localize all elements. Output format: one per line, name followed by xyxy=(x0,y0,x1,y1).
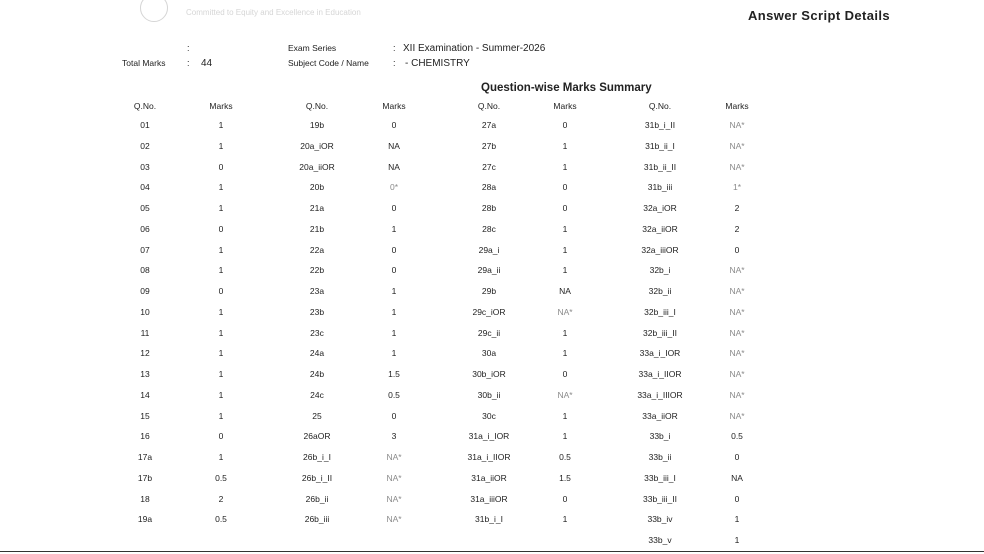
question-marks: 1.5 xyxy=(388,369,400,379)
question-marks: 0* xyxy=(389,182,399,193)
question-number: 31b_ii_I xyxy=(645,140,675,151)
question-marks: NA* xyxy=(557,306,573,317)
question-number: 33b_ii xyxy=(648,452,672,462)
question-number: 27c xyxy=(482,161,496,172)
question-marks: 1 xyxy=(218,452,224,462)
question-marks: 2 xyxy=(734,223,740,234)
question-marks: 1 xyxy=(562,514,568,525)
question-marks: 1 xyxy=(562,348,568,359)
question-marks: 2 xyxy=(218,493,224,504)
question-number: 33b_iv xyxy=(647,514,673,525)
question-marks: 0 xyxy=(218,161,224,172)
exam-series-value: XII Examination - Summer-2026 xyxy=(403,43,546,54)
question-number: 31a_i_IIOR xyxy=(467,452,511,462)
question-number: 32b_iii_II xyxy=(642,327,678,338)
question-number: 33a_i_IIIOR xyxy=(637,389,683,400)
question-number: 15 xyxy=(140,410,150,421)
question-number: 33b_iii_I xyxy=(644,472,676,483)
question-number: 10 xyxy=(140,306,150,317)
question-marks: 0 xyxy=(562,203,568,213)
question-number: 04 xyxy=(140,182,150,193)
question-marks: 0 xyxy=(562,182,568,193)
question-number: 29c_iOR xyxy=(472,306,506,317)
question-marks: NA xyxy=(559,286,571,296)
question-number: 16 xyxy=(140,431,150,442)
question-marks: 0 xyxy=(391,203,397,213)
summary-title: Question-wise Marks Summary xyxy=(481,82,652,94)
question-marks: 0 xyxy=(562,369,568,379)
question-number: 12 xyxy=(140,348,150,359)
question-number: 20a_iOR xyxy=(300,140,334,151)
question-number: 33b_iii_II xyxy=(642,493,678,504)
question-number: 29c_ii xyxy=(477,327,501,338)
question-marks: 1 xyxy=(562,265,568,276)
question-number: 33a_iiOR xyxy=(642,410,678,421)
question-number: 30b_ii xyxy=(477,389,501,400)
question-number: 30c xyxy=(482,410,496,421)
question-marks: 0 xyxy=(391,120,397,130)
question-marks: 1 xyxy=(218,306,224,317)
question-marks: 0.5 xyxy=(559,452,571,462)
question-number: 19b xyxy=(309,120,325,130)
question-number: 24a xyxy=(309,348,325,359)
question-number: 27b xyxy=(481,140,497,151)
question-marks: NA* xyxy=(386,472,402,483)
colon: : xyxy=(393,43,396,53)
question-marks: NA* xyxy=(729,306,745,317)
question-marks: NA* xyxy=(386,514,402,525)
question-marks: 1 xyxy=(218,327,224,338)
question-marks: 1 xyxy=(562,410,568,421)
question-number: 05 xyxy=(140,203,150,213)
question-marks: 0 xyxy=(391,244,397,255)
question-number: 18 xyxy=(140,493,150,504)
question-number: 21a xyxy=(309,203,325,213)
question-number: 23b xyxy=(309,306,325,317)
question-marks: 0 xyxy=(734,493,740,504)
question-marks: 0 xyxy=(734,244,740,255)
logo-text-line2: Committed to Equity and Excellence in Education xyxy=(186,8,361,17)
question-number: 17a xyxy=(137,452,153,462)
question-marks: 1 xyxy=(562,327,568,338)
question-number: 28a xyxy=(481,182,497,193)
marks-header: Marks xyxy=(553,101,577,111)
qno-header: Q.No. xyxy=(648,101,672,111)
qno-header: Q.No. xyxy=(305,101,329,111)
question-number: 32b_iii_I xyxy=(644,306,676,317)
question-marks: 0.5 xyxy=(731,431,743,442)
question-number: 20b xyxy=(309,182,325,193)
question-number: 30b_iOR xyxy=(472,369,506,379)
question-number: 23c xyxy=(310,327,324,338)
question-marks: 1 xyxy=(562,244,568,255)
question-marks: 1 xyxy=(218,244,224,255)
question-marks: NA* xyxy=(729,410,745,421)
colon: : xyxy=(187,58,190,68)
colon: : xyxy=(187,43,190,53)
question-number: 09 xyxy=(140,286,150,296)
question-number: 31b_i_I xyxy=(475,514,503,525)
question-number: 32b_i xyxy=(649,265,671,276)
question-number: 25 xyxy=(312,410,322,421)
question-number: 22b xyxy=(309,265,325,276)
question-marks: 0 xyxy=(391,410,397,421)
question-marks: 1 xyxy=(391,348,397,359)
question-marks: NA* xyxy=(729,265,745,276)
question-number: 29b xyxy=(481,286,497,296)
question-marks: 0 xyxy=(391,265,397,276)
question-marks: 1* xyxy=(732,182,742,193)
question-number: 13 xyxy=(140,369,150,379)
question-number: 21b xyxy=(309,223,325,234)
question-marks: 1.5 xyxy=(559,472,571,483)
question-marks: 1 xyxy=(734,535,740,545)
question-marks: NA xyxy=(388,140,400,151)
question-number: 20a_iiOR xyxy=(299,161,335,172)
question-number: 26aOR xyxy=(303,431,331,442)
question-number: 31b_iii xyxy=(647,182,673,193)
question-number: 24b xyxy=(309,369,325,379)
question-number: 32a_iiiOR xyxy=(641,244,679,255)
question-marks: 1 xyxy=(562,161,568,172)
page-title: Answer Script Details xyxy=(747,8,890,23)
question-number: 26b_i_I xyxy=(303,452,331,462)
question-marks: 0.5 xyxy=(215,514,227,525)
question-marks: 1 xyxy=(218,120,224,130)
question-number: 26b_iii xyxy=(304,514,330,525)
question-number: 22a xyxy=(309,244,325,255)
question-number: 29a_ii xyxy=(477,265,501,276)
question-marks: 0.5 xyxy=(388,389,400,400)
question-number: 31a_i_IOR xyxy=(468,431,510,442)
question-marks: 1 xyxy=(562,431,568,442)
question-marks: 1 xyxy=(218,348,224,359)
question-number: 07 xyxy=(140,244,150,255)
question-number: 30a xyxy=(481,348,497,359)
question-number: 31b_ii_II xyxy=(643,161,677,172)
question-number: 32b_ii xyxy=(648,286,672,296)
question-marks: 0.5 xyxy=(215,472,227,483)
question-number: 19a xyxy=(137,514,153,525)
question-number: 29a_i xyxy=(478,244,500,255)
marks-header: Marks xyxy=(725,101,749,111)
question-marks: 1 xyxy=(218,140,224,151)
question-number: 31a_iiOR xyxy=(471,472,507,483)
question-number: 33b_i xyxy=(649,431,671,442)
question-marks: 1 xyxy=(562,223,568,234)
qno-header: Q.No. xyxy=(133,101,157,111)
question-number: 24c xyxy=(310,389,324,400)
subject-value: - CHEMISTRY xyxy=(405,58,470,69)
question-marks: 1 xyxy=(218,203,224,213)
question-number: 26b_i_II xyxy=(301,472,333,483)
question-number: 31b_i_II xyxy=(644,120,676,130)
question-number: 23a xyxy=(309,286,325,296)
question-marks: 1 xyxy=(391,327,397,338)
question-marks: NA* xyxy=(729,286,745,296)
question-number: 01 xyxy=(140,120,150,130)
question-marks: NA* xyxy=(729,389,745,400)
question-number: 33a_i_IIOR xyxy=(638,369,682,379)
question-marks: 0 xyxy=(218,223,224,234)
question-marks: 1 xyxy=(391,286,397,296)
question-marks: NA* xyxy=(557,389,573,400)
question-marks: 1 xyxy=(391,306,397,317)
question-marks: 1 xyxy=(734,514,740,525)
question-marks: NA* xyxy=(729,369,745,379)
question-marks: NA* xyxy=(729,120,745,130)
question-number: 33a_i_IOR xyxy=(639,348,681,359)
question-marks: 1 xyxy=(218,182,224,193)
question-marks: NA* xyxy=(386,452,402,462)
question-marks: 2 xyxy=(734,203,740,213)
question-marks: 1 xyxy=(391,223,397,234)
question-number: 28c xyxy=(482,223,496,234)
question-marks: 0 xyxy=(734,452,740,462)
question-marks: NA* xyxy=(386,493,402,504)
question-number: 11 xyxy=(140,327,150,338)
question-marks: NA* xyxy=(729,327,745,338)
exam-series-label: Exam Series xyxy=(288,43,337,53)
qno-header: Q.No. xyxy=(477,101,501,111)
question-number: 17b xyxy=(137,472,153,483)
question-marks: NA* xyxy=(729,140,745,151)
question-number: 03 xyxy=(140,161,150,172)
question-number: 32a_iOR xyxy=(643,203,677,213)
subject-label: Subject Code / Name xyxy=(288,58,369,68)
question-marks: 1 xyxy=(218,389,224,400)
question-marks: 0 xyxy=(218,286,224,296)
colon: : xyxy=(393,58,396,68)
question-marks: 0 xyxy=(218,431,224,442)
question-number: 26b_ii xyxy=(305,493,329,504)
question-marks: NA* xyxy=(729,161,745,172)
question-number: 28b xyxy=(481,203,497,213)
marks-header: Marks xyxy=(209,101,233,111)
page-divider xyxy=(0,551,984,552)
question-marks: NA xyxy=(388,161,400,172)
question-marks: 3 xyxy=(391,431,397,442)
marks-header: Marks xyxy=(382,101,406,111)
total-marks-value: 44 xyxy=(201,58,213,69)
question-number: 32a_iiOR xyxy=(642,223,678,234)
question-number: 31a_iiiOR xyxy=(470,493,508,504)
board-logo xyxy=(128,0,408,22)
total-marks-label: Total Marks xyxy=(122,58,166,68)
question-marks: NA xyxy=(731,472,743,483)
question-number: 02 xyxy=(140,140,150,151)
question-marks: NA* xyxy=(729,348,745,359)
question-marks: 1 xyxy=(218,265,224,276)
seal-icon xyxy=(140,0,168,22)
question-marks: 1 xyxy=(218,369,224,379)
question-number: 08 xyxy=(140,265,150,276)
question-marks: 1 xyxy=(218,410,224,421)
question-marks: 1 xyxy=(562,140,568,151)
question-marks: 0 xyxy=(562,493,568,504)
question-number: 33b_v xyxy=(648,535,672,545)
question-number: 06 xyxy=(140,223,150,234)
question-marks: 0 xyxy=(562,120,568,130)
question-number: 14 xyxy=(140,389,150,400)
question-number: 27a xyxy=(481,120,497,130)
